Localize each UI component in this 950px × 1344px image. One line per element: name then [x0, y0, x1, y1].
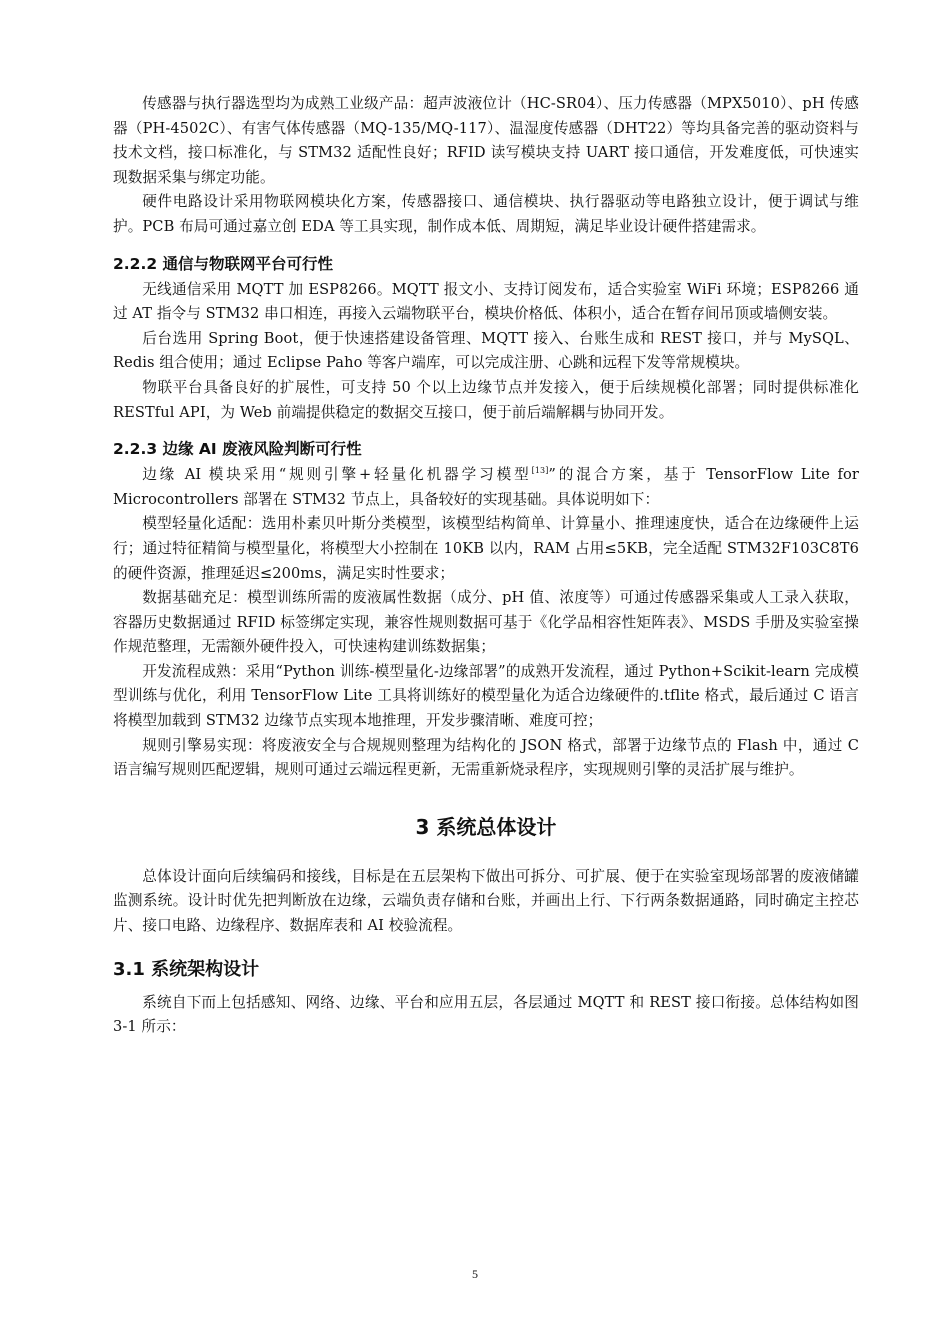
paragraph-hardware-design: 硬件电路设计采用物联网模块化方案，传感器接口、通信模块、执行器驱动等电路独立设计，便于调试与维护。PCB 布局可通过嘉立创 EDA 等工具实现，制作成本低、周期短，满足毕业设计硬件搭建需求。 — [113, 193, 859, 235]
citation-marker: [13] — [531, 466, 549, 476]
paragraph-sensor-selection: 传感器与执行器选型均为成熟工业级产品：超声波液位计（HC-SR04）、压力传感器（MPX5010）、pH 传感器（PH-4502C）、有害气体传感器（MQ-135/MQ-117）、温湿度传感器（DHT22）等均具备完善的驱动资料与技术文档，接口标准化，与 STM32 适配性良好；RFID 读写模块支持 UART 接口通信，开发难度低，可快速实现数据采集与绑定功能。 — [113, 95, 859, 186]
paragraph-wireless-comm: 无线通信采用 MQTT 加 ESP8266。MQTT 报文小、支持订阅发布，适合实验室 WiFi 环境；ESP8266 通过 AT 指令与 STM32 串口相连，再接入云端物联平台，模块价格低、体积小，适合在暂存间吊顶或墙侧安装。 — [113, 280, 859, 323]
chapter-3-title: 3 系统总体设计 — [415, 814, 557, 839]
heading-2-2-2: 2.2.2 通信与物联网平台可行性 — [113, 254, 334, 273]
paragraph-edge-ai-intro — [113, 463, 859, 512]
heading-2-2-3: 2.2.3 边缘 AI 废液风险判断可行性 — [113, 440, 362, 459]
paragraph-data-foundation: 数据基础充足：模型训练所需的废液属性数据（成分、pH 值、浓度等）可通过传感器采集或人工录入获取，容器历史数据通过 RFID 标签绑定实现，兼容性规则数据可基于《化学品相容性矩阵表》、MSDS 手册及实验室操作规范整理，无需额外硬件投入，可快速构建训练数据集； — [113, 589, 859, 656]
paragraph-dev-process: 开发流程成熟：采用“Python 训练-模型量化-边缘部署”的成熟开发流程，通过 Python+Scikit-learn 完成模型训练与优化，利用 TensorFlow Lite 工具将训练好的模型量化为适合边缘硬件的.tflite 格式，最后通过 C 语言将模型加载到 STM32 边缘节点实现本地推理，开发步骤清晰、难度可控； — [113, 662, 859, 730]
page-number: 5 — [472, 1267, 478, 1281]
paragraph-rule-engine: 规则引擎易实现：将废液安全与合规规则整理为结构化的 JSON 格式，部署于边缘节点的 Flash 中，通过 C 语言编写规则匹配逻辑，规则可通过云端远程更新，无需重新烧录程序，实现规则引擎的灵活扩展与维护。 — [113, 736, 859, 779]
paragraph-overall-design: 总体设计面向后续编码和接线，目标是在五层架构下做出可拆分、可扩展、便于在实验室现场部署的废液储罐监测系统。设计时优先把判断放在边缘，云端负责存储和台账，并画出上行、下行两条数据通路，同时确定主控芯片、接口电路、边缘程序、数据库表和 AI 校验流程。 — [113, 867, 859, 935]
paragraph-model-lightweight: 模型轻量化适配：选用朴素贝叶斯分类模型，该模型结构简单、计算量小、推理速度快，适合在边缘硬件上运行；通过特征精简与模型量化，将模型大小控制在 10KB 以内，RAM 占用≤5KB，完全适配 STM32F103C8T6 的硬件资源，推理延迟≤200ms，满足实时性要求； — [113, 515, 859, 582]
paragraph-platform-scalability: 物联平台具备良好的扩展性，可支持 50 个以上边缘节点并发接入，便于后续规模化部署；同时提供标准化 RESTful API，为 Web 前端提供稳定的数据交互接口，便于前后端解耦与协同开发。 — [113, 378, 859, 421]
page-content — [113, 92, 859, 1040]
intro-text-after-citation: ”的混合方案，基于 TensorFlow Lite for Microcontrollers 部署在 STM32 节点上，具备较好的实现基础。具体说明如下： — [113, 466, 860, 508]
intro-text-before-citation: 边缘 AI 模块采用“规则引擎+轻量化机器学习模型 — [142, 466, 532, 484]
paragraph-backend: 后台选用 Spring Boot，便于快速搭建设备管理、MQTT 接入、台账生成和 REST 接口，并与 MySQL、Redis 组合使用；通过 Eclipse Paho 等客户端库，可以完成注册、心跳和远程下发等常规模块。 — [113, 329, 859, 372]
heading-3-1: 3.1 系统架构设计 — [113, 958, 260, 980]
paragraph-architecture: 系统自下而上包括感知、网络、边缘、平台和应用五层，各层通过 MQTT 和 REST 接口衔接。总体结构如图 3-1 所示： — [113, 993, 859, 1036]
